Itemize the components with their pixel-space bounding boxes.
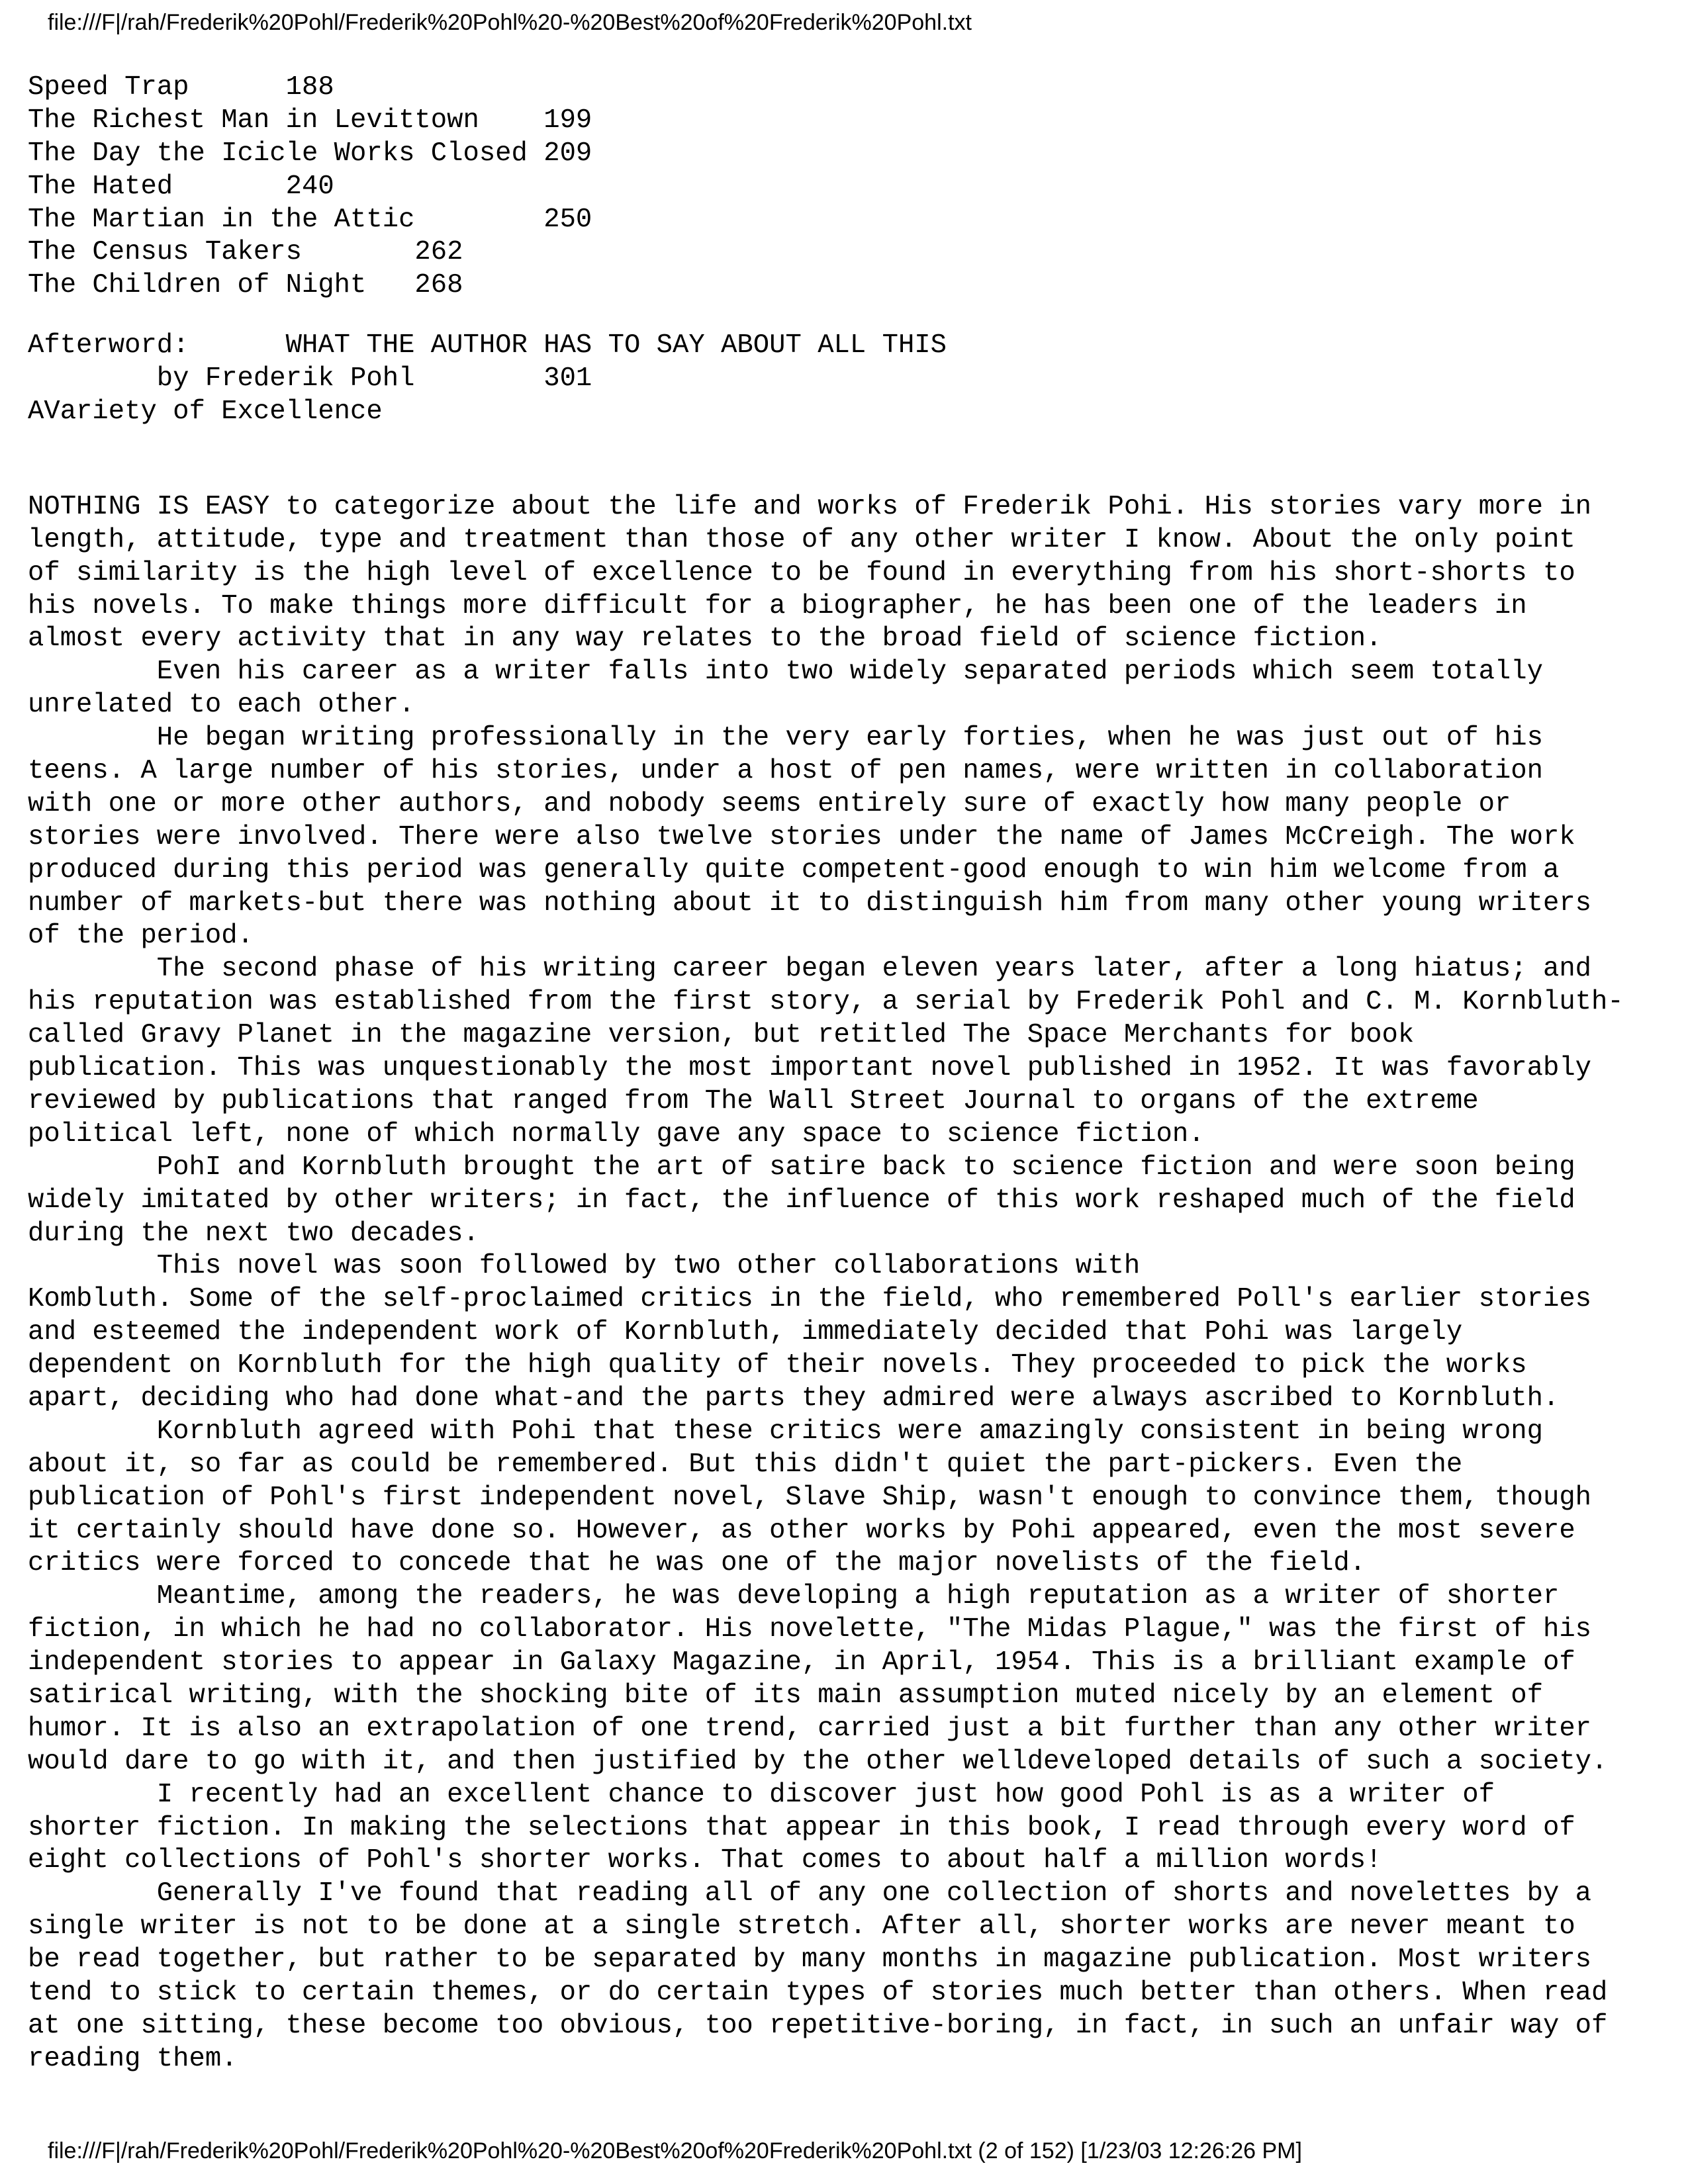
body-line: PohI and Kornbluth brought the art of satire back to science fiction and were soon being: [28, 1152, 1575, 1183]
body-line: dependent on Kornbluth for the high quality of their novels. They proceeded to pick the works: [28, 1350, 1527, 1381]
body-line: almost every activity that in any way relates to the broad field of science fiction.: [28, 623, 1382, 655]
body-line: apart, deciding who had done what-and the parts they admired were always ascribed to Kornbluth.: [28, 1383, 1560, 1414]
body-line: it certainly should have done so. However, as other works by Pohi appeared, even the most severe: [28, 1515, 1575, 1546]
print-header-file-path: file:///F|/rah/Frederik%20Pohl/Frederik%20Pohl%20-%20Best%20of%20Frederik%20Pohl.txt: [48, 10, 972, 35]
body-line: Even his career as a writer falls into two widely separated periods which seem totally: [28, 657, 1543, 688]
spacer: [28, 429, 1663, 491]
body-line: reading them.: [28, 2043, 238, 2074]
body-line: eight collections of Pohl's shorter works. That comes to about half a million words!: [28, 1845, 1382, 1876]
body-line: Meantime, among the readers, he was developing a high reputation as a writer of shorter: [28, 1581, 1560, 1612]
afterword-author: by Frederik Pohl 301: [28, 363, 592, 394]
body-line: unrelated to each other.: [28, 690, 415, 721]
body-line: The second phase of his writing career began eleven years later, after a long hiatus; and: [28, 954, 1592, 985]
body-line: stories were involved. There were also twelve stories under the name of James McCreigh. The work: [28, 821, 1575, 852]
afterword-title: Afterword: WHAT THE AUTHOR HAS TO SAY ABOUT ALL THIS: [28, 330, 947, 361]
body-line: NOTHING IS EASY to categorize about the life and works of Frederik Pohi. His stories vary more in: [28, 491, 1592, 522]
body-line: about it, so far as could be remembered. But this didn't quiet the part-pickers. Even the: [28, 1449, 1463, 1480]
body-line: This novel was soon followed by two other collaborations with: [28, 1251, 1141, 1282]
print-footer: file:///F|/rah/Frederik%20Pohl/Frederik%20Pohl%20-%20Best%20of%20Frederik%20Pohl.txt (2 of 152) [1/23/03 12:26:26 PM]: [48, 2138, 1302, 2163]
spacer: [28, 302, 1663, 330]
body-line: length, attitude, type and treatment than those of any other writer I know. About the only point: [28, 524, 1575, 555]
body-line: be read together, but rather to be separated by many months in magazine publication. Most writers: [28, 1944, 1592, 1976]
body-line: reviewed by publications that ranged from The Wall Street Journal to organs of the extreme: [28, 1085, 1479, 1116]
toc-entry: The Census Takers 262: [28, 237, 463, 268]
body-line: Generally I've found that reading all of any one collection of shorts and novelettes by a: [28, 1878, 1592, 1909]
introduction-body: [28, 491, 1663, 2076]
body-line: and esteemed the independent work of Kornbluth, immediately decided that Pohi was largely: [28, 1317, 1463, 1348]
body-line: publication of Pohl's first independent novel, Slave Ship, wasn't enough to convince them, though: [28, 1482, 1592, 1513]
table-of-contents: [28, 71, 1663, 302]
body-line: He began writing professionally in the very early forties, when he was just out of his: [28, 723, 1543, 754]
body-line: widely imitated by other writers; in fact, the influence of this work reshaped much of the field: [28, 1185, 1575, 1216]
body-line: during the next two decades.: [28, 1218, 479, 1249]
body-line: number of markets-but there was nothing about it to distinguish him from many other young writers: [28, 887, 1592, 919]
body-line: I recently had an excellent chance to discover just how good Pohl is as a writer of: [28, 1779, 1495, 1810]
toc-entry: The Hated 240: [28, 171, 334, 202]
toc-entry: The Day the Icicle Works Closed 209: [28, 138, 592, 169]
document-text: [28, 71, 1663, 2076]
body-line: tend to stick to certain themes, or do certain types of stories much better than others. When read: [28, 1977, 1608, 2008]
body-line: would dare to go with it, and then justified by the other welldeveloped details of such a society.: [28, 1746, 1608, 1777]
introduction-title: AVariety of Excellence: [28, 396, 383, 428]
toc-entry: The Richest Man in Levittown 199: [28, 105, 592, 136]
body-line: of the period.: [28, 921, 254, 952]
body-line: his reputation was established from the first story, a serial by Frederik Pohl and C. M. Kornbluth-: [28, 987, 1624, 1018]
body-line: at one sitting, these become too obvious, too repetitive-boring, in fact, in such an unfair way of: [28, 2010, 1608, 2041]
toc-entry: The Martian in the Attic 250: [28, 204, 592, 235]
body-line: humor. It is also an extrapolation of one trend, carried just a bit further than any other writer: [28, 1713, 1592, 1744]
afterword-entry: [28, 330, 1663, 429]
body-line: his novels. To make things more difficult for a biographer, he has been one of the leaders in: [28, 590, 1527, 621]
body-line: fiction, in which he had no collaborator. His novelette, "The Midas Plague," was the first of his: [28, 1614, 1592, 1645]
body-line: single writer is not to be done at a single stretch. After all, shorter works are never meant to: [28, 1911, 1575, 1942]
body-line: produced during this period was generally quite competent-good enough to win him welcome from a: [28, 854, 1560, 886]
body-line: critics were forced to concede that he was one of the major novelists of the field.: [28, 1548, 1366, 1579]
body-line: with one or more other authors, and nobody seems entirely sure of exactly how many people or: [28, 788, 1511, 819]
toc-entry: The Children of Night 268: [28, 270, 463, 301]
body-line: publication. This was unquestionably the most important novel published in 1952. It was favorably: [28, 1053, 1592, 1084]
body-line: independent stories to appear in Galaxy Magazine, in April, 1954. This is a brilliant example of: [28, 1647, 1575, 1678]
body-line: satirical writing, with the shocking bite of its main assumption muted nicely by an element of: [28, 1680, 1543, 1711]
body-line: Kornbluth agreed with Pohi that these critics were amazingly consistent in being wrong: [28, 1416, 1543, 1447]
body-line: teens. A large number of his stories, under a host of pen names, were written in collaboration: [28, 756, 1543, 787]
body-line: political left, none of which normally gave any space to science fiction.: [28, 1118, 1205, 1150]
toc-entry: Speed Trap 188: [28, 72, 334, 103]
body-line: of similarity is the high level of excellence to be found in everything from his short-shorts to: [28, 557, 1575, 588]
body-line: shorter fiction. In making the selections that appear in this book, I read through every word of: [28, 1812, 1575, 1843]
body-line: called Gravy Planet in the magazine version, but retitled The Space Merchants for book: [28, 1020, 1415, 1051]
body-line: Kombluth. Some of the self-proclaimed critics in the field, who remembered Poll's earlier stories: [28, 1284, 1592, 1315]
